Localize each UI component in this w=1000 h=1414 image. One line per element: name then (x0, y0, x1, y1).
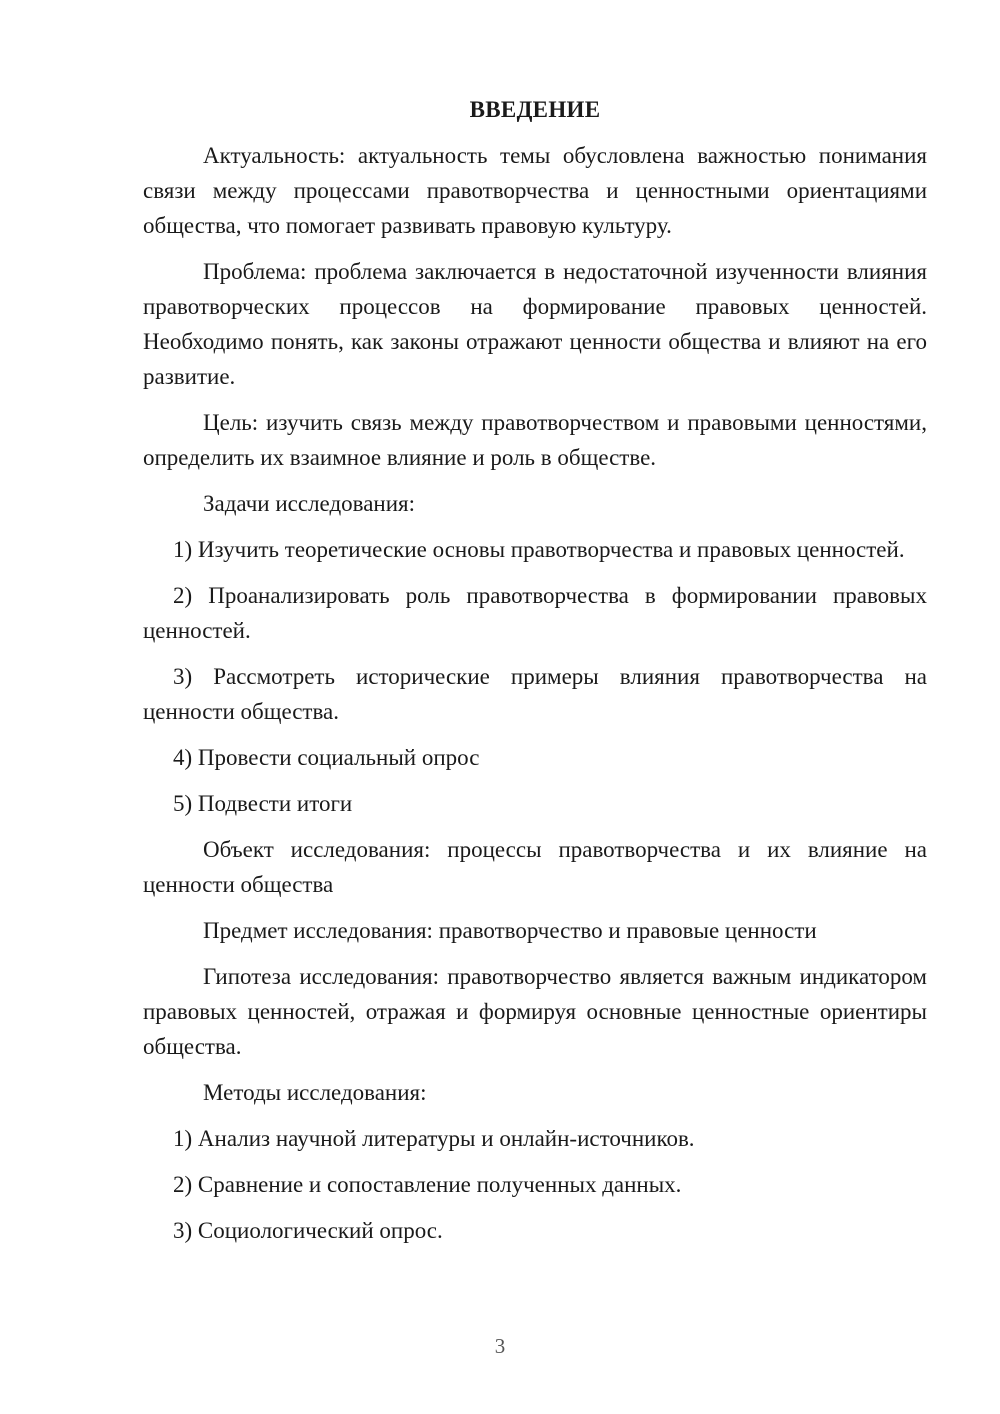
problem-paragraph: Проблема: проблема заключается в недостаточной изученности влияния правотворческих процессов на формирование правовых ценностей. Необходимо понять, как законы отражают ценности общества и влияют на его развитие. (143, 259, 927, 389)
section-title: ВВЕДЕНИЕ (469, 97, 601, 122)
relevance-paragraph: Актуальность: актуальность темы обусловлена важностью понимания связи между процессами правотворчества и ценностными ориентациями общества, что помогает развивать правовую культуру. (143, 143, 927, 238)
task-item: 2) Проанализировать роль правотворчества в формировании правовых ценностей. (143, 583, 927, 643)
object-paragraph: Объект исследования: процессы правотворчества и их влияние на ценности общества (143, 837, 927, 897)
method-item: 1) Анализ научной литературы и онлайн-источников. (173, 1126, 695, 1151)
hypothesis-paragraph: Гипотеза исследования: правотворчество является важным индикатором правовых ценностей, отражая и формируя основные ценностные ориентиры общества. (143, 964, 927, 1059)
subject-paragraph: Предмет исследования: правотворчество и правовые ценности (203, 918, 817, 943)
tasks-heading: Задачи исследования: (203, 491, 416, 516)
task-item: 4) Провести социальный опрос (173, 745, 480, 770)
document-body (143, 92, 927, 1259)
task-item: 3) Рассмотреть исторические примеры влияния правотворчества на ценности общества. (143, 664, 927, 724)
method-item: 2) Сравнение и сопоставление полученных данных. (173, 1172, 682, 1197)
task-item: 5) Подвести итоги (173, 791, 353, 816)
page-number: 3 (494, 1334, 506, 1358)
goal-paragraph: Цель: изучить связь между правотворчеством и правовыми ценностями, определить их взаимное влияние и роль в обществе. (143, 410, 927, 470)
task-item: 1) Изучить теоретические основы правотворчества и правовых ценностей. (173, 537, 905, 562)
methods-heading: Методы исследования: (203, 1080, 427, 1105)
method-item: 3) Социологический опрос. (173, 1218, 443, 1243)
